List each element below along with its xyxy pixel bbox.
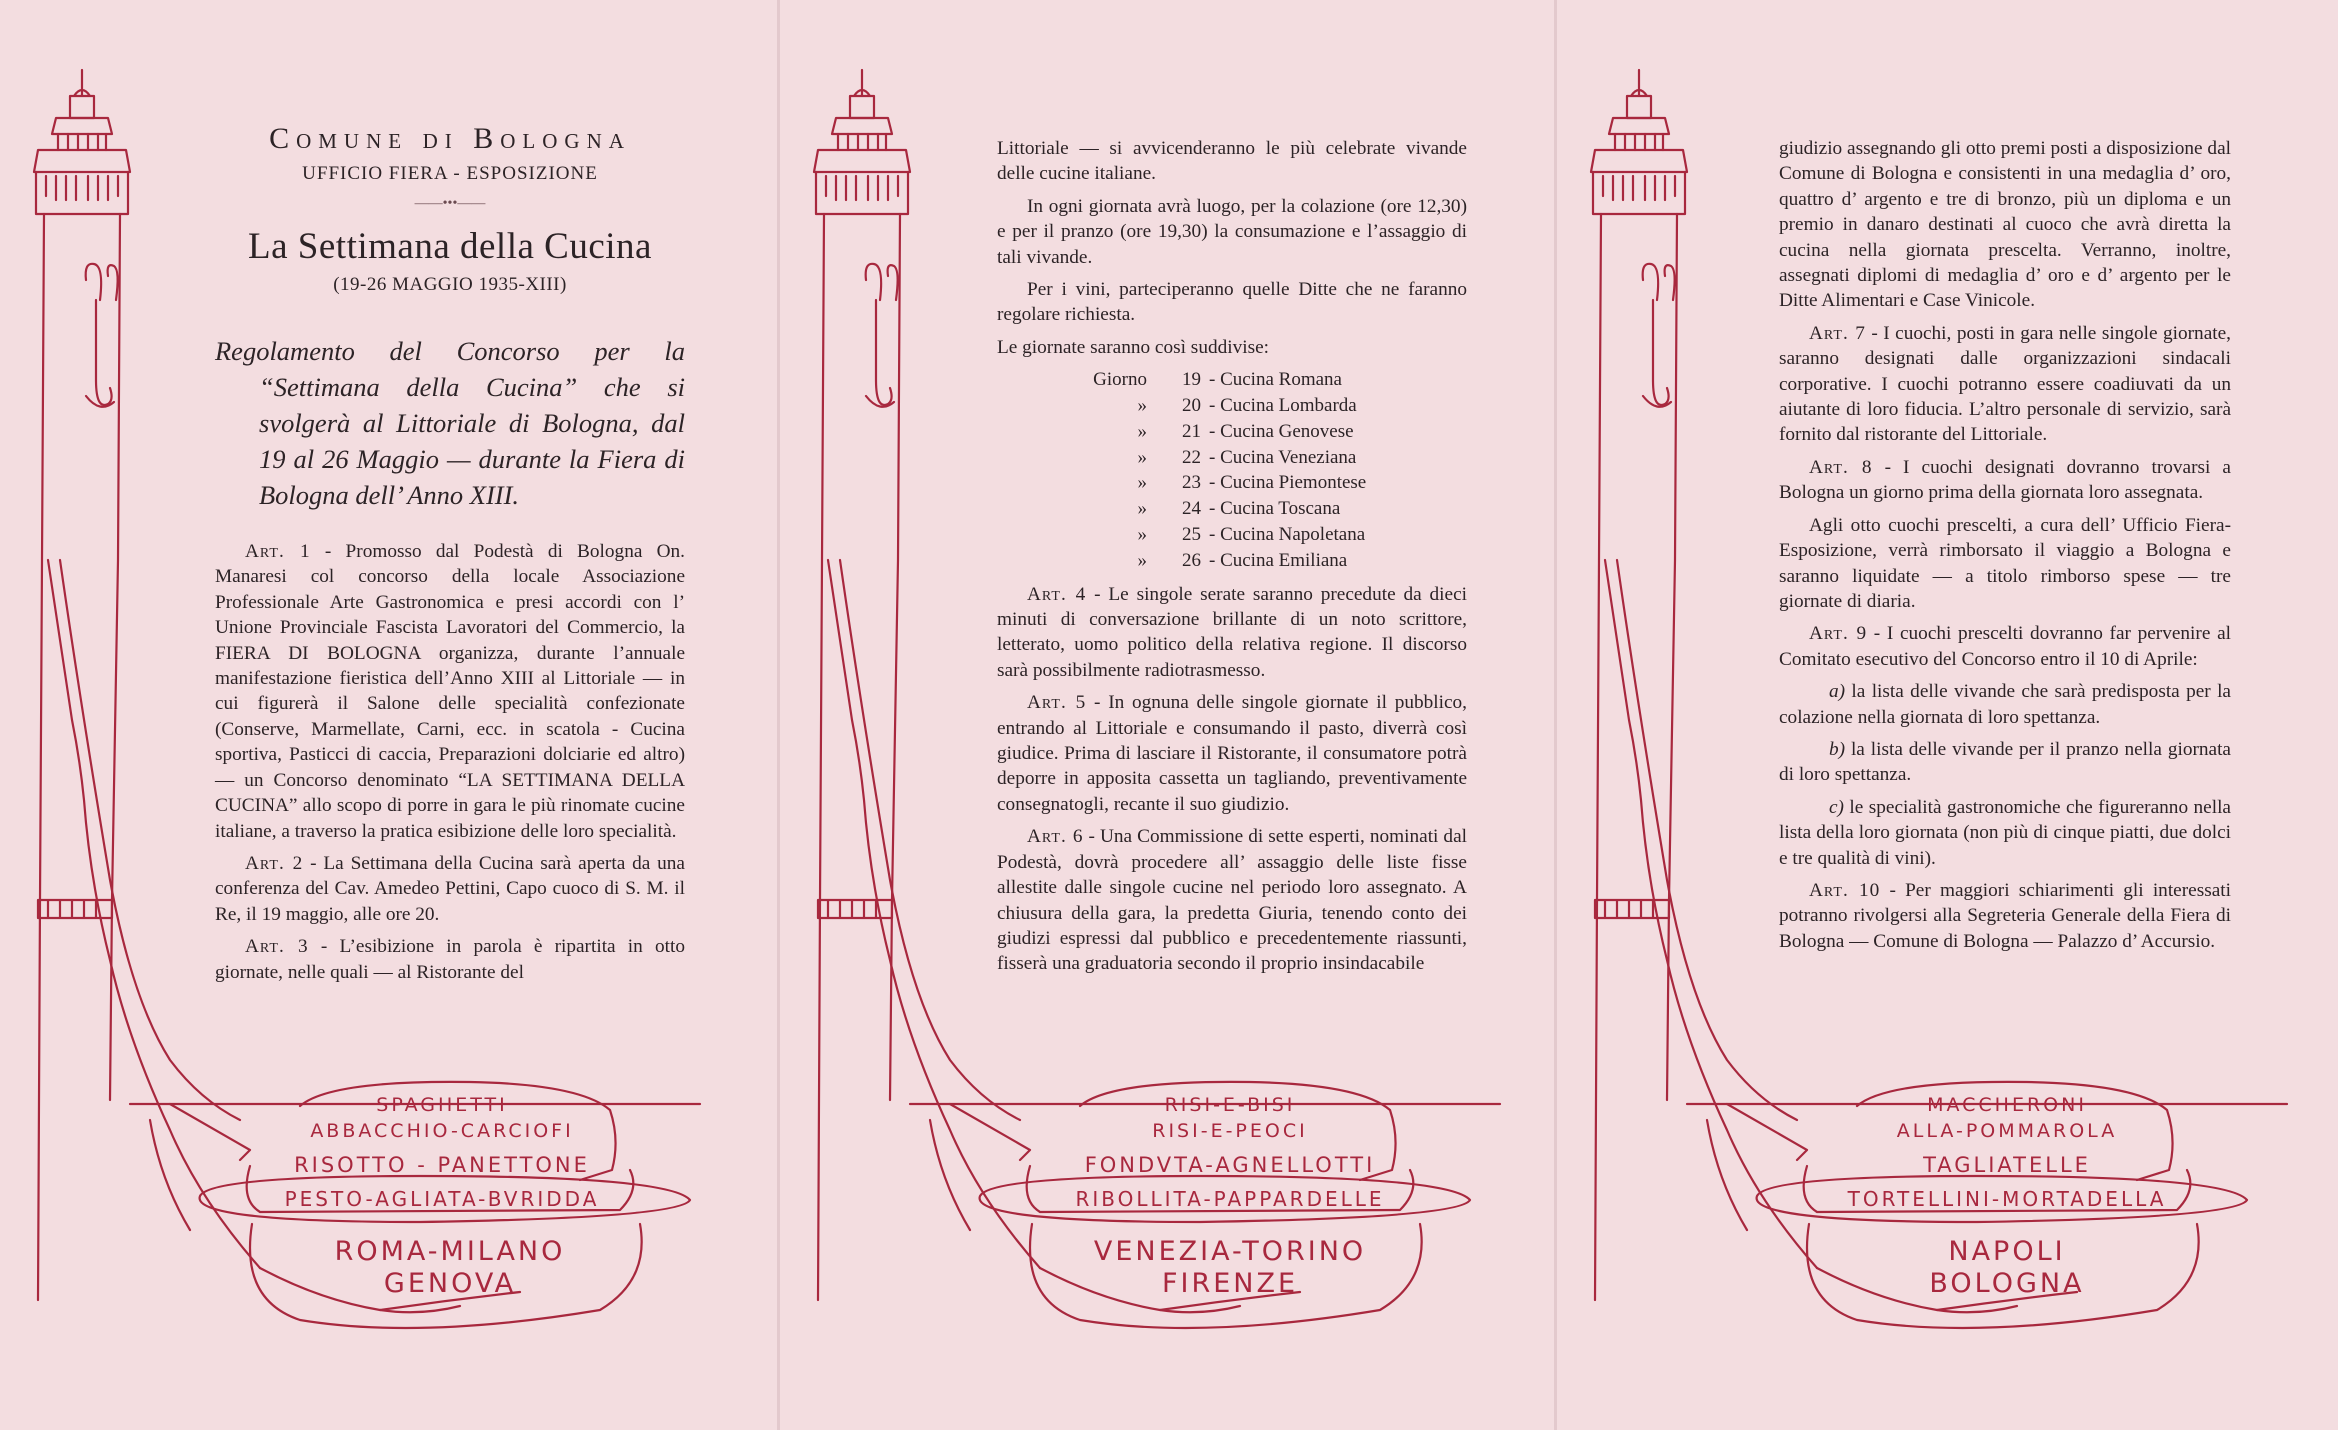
panel-2 bbox=[780, 0, 1554, 1430]
paragraph: In ogni giornata avrà luogo, per la colazione (ore 12,30) e per il pranzo (ore 19,30) la consumazione e l’assaggio di tali vivande. bbox=[997, 195, 1467, 268]
day-cuisine: - Cucina Lombarda bbox=[1209, 395, 1357, 417]
list-item-body: la lista delle vivande che sarà predisposta per la colazione nella giornata di loro spettanza. bbox=[1779, 681, 2231, 728]
days-list bbox=[997, 367, 1467, 573]
day-cuisine: - Cucina Napoletana bbox=[1209, 524, 1366, 546]
day-row bbox=[997, 445, 1467, 471]
dish-line: TAGLIATELLE bbox=[1923, 1153, 2091, 1177]
paragraph: Le giornate saranno così suddivise: bbox=[997, 336, 1270, 358]
day-number: 26 bbox=[1182, 549, 1201, 571]
panel-1-text bbox=[215, 122, 686, 992]
article-label: Art. 7 bbox=[1809, 322, 1866, 344]
day-number: 19 bbox=[1182, 369, 1201, 391]
panel-3 bbox=[1557, 0, 2338, 1430]
city-line: NAPOLI bbox=[1948, 1236, 2066, 1267]
article-body: - L’esibizione in parola è ripartita in otto giornate, nelle quali — al Ristorante del bbox=[215, 936, 685, 983]
day-prefix: » bbox=[1137, 524, 1147, 546]
article-label: Art. 10 bbox=[1809, 879, 1881, 901]
list-item-body: le specialità gastronomiche che figureranno nella lista della loro giornata (non più di cinque piatti, due dolci e tre qualità di vini). bbox=[1779, 796, 2231, 869]
article-label: Art. 2 bbox=[245, 852, 304, 874]
day-row bbox=[997, 393, 1467, 419]
bowl-cities bbox=[1040, 1236, 1420, 1300]
day-row bbox=[997, 522, 1467, 548]
day-row bbox=[997, 470, 1467, 496]
article-body: - I cuochi designati dovranno trovarsi a Bologna un giorno prima della giornata loro assegnata. bbox=[1779, 456, 2231, 504]
article-6 bbox=[997, 824, 1467, 976]
day-cuisine: - Cucina Romana bbox=[1209, 369, 1342, 391]
city-line: ROMA-MILANO bbox=[334, 1236, 566, 1267]
day-number: 21 bbox=[1182, 420, 1201, 442]
article-label: Art. 9 bbox=[1809, 623, 1868, 645]
dish-line: RIBOLLITA-PAPPARDELLE bbox=[1075, 1187, 1385, 1211]
article-body: - Le singole serate saranno precedute da dieci minuti di conversazione brillante di un noto scrittore, letterato, uomo politico della relativa regione. Il discorso sarà possibilmente radiotrasmesso. bbox=[997, 583, 1467, 681]
list-item-body: la lista delle vivande per il pranzo nella giornata di loro spettanza. bbox=[1779, 738, 2231, 786]
dish-line: MACCHERONI bbox=[1927, 1094, 2087, 1116]
regolamento-intro: Regolamento del Concorso per la “Settimana della Cucina” che si svolgerà al Littoriale di Bologna, dal 19 al 26 Maggio — durante la Fiera di Bologna dell’ Anno XIII. bbox=[215, 336, 685, 511]
paragraph: Agli otto cuochi prescelti, a cura dell’ Ufficio Fiera-Esposizione, verrà rimborsato il viaggio a Bologna e saranno liquidate — a titolo rimborso spese — tre giornate di diaria. bbox=[1779, 514, 2231, 612]
article-body: - I cuochi, posti in gara nelle singole giornate, saranno designati dalle organizzazioni sindacali corporative. I cuochi potranno essere coadiuvati da un aiutante di loro fiducia. L’altro personale di servizio, sarà fornito dal ristorante del Littoriale. bbox=[1779, 322, 2231, 446]
panel-1 bbox=[0, 0, 777, 1430]
article-9 bbox=[1779, 621, 2231, 672]
article-label: Art. 3 bbox=[245, 936, 309, 958]
article-body: - I cuochi prescelti dovranno far pervenire al Comitato esecutivo del Concorso entro il 10 di Aprile: bbox=[1779, 623, 2231, 670]
day-cuisine: - Cucina Genovese bbox=[1209, 420, 1354, 442]
article-3 bbox=[215, 934, 685, 985]
day-cuisine: - Cucina Emiliana bbox=[1209, 549, 1348, 571]
paragraph: Littoriale — si avvicenderanno le più celebrate vivande delle cucine italiane. bbox=[997, 138, 1467, 185]
city-line: GENOVA bbox=[383, 1268, 517, 1299]
bowl-cities bbox=[1827, 1236, 2187, 1300]
day-prefix: » bbox=[1137, 472, 1147, 494]
article-label: Art. 4 bbox=[1027, 583, 1087, 605]
dish-line: PESTO-AGLIATA-BVRIDDA bbox=[284, 1187, 600, 1211]
day-cuisine: - Cucina Veneziana bbox=[1209, 446, 1357, 468]
day-number: 25 bbox=[1182, 524, 1201, 546]
city-line: VENEZIA-TORINO bbox=[1093, 1236, 1367, 1267]
paragraph: giudizio assegnando gli otto premi posti a disposizione dal Comune di Bologna e consistenti in una medaglia d’ oro, quattro d’ argento e tre di bronzo, più un diploma e un premio in danaro destinati al cuoco che avrà diretta la cucina nella giornata prescelta. Verranno, inoltre, assegnati diplomi di medaglia d’ oro e d’ argento per le Ditte Alimentari e Case Vinicole. bbox=[1779, 138, 2231, 312]
ufficio-subheading: UFFICIO FIERA - ESPOSIZIONE bbox=[302, 163, 598, 185]
dish-line: RISI-E-BISI bbox=[1164, 1094, 1296, 1116]
article-8 bbox=[1779, 455, 2231, 506]
day-prefix: » bbox=[1137, 420, 1147, 442]
day-row bbox=[997, 419, 1467, 445]
page-title: La Settimana della Cucina bbox=[248, 226, 652, 268]
list-marker: b) bbox=[1829, 738, 1846, 760]
article-2 bbox=[215, 851, 685, 927]
city-line: BOLOGNA bbox=[1929, 1268, 2085, 1299]
dish-line: ABBACCHIO-CARCIOFI bbox=[310, 1120, 574, 1142]
dish-line: ALLA-POMMAROLA bbox=[1896, 1120, 2118, 1142]
day-cuisine: - Cucina Toscana bbox=[1209, 498, 1341, 520]
article-body: - La Settimana della Cucina sarà aperta da una conferenza del Cav. Amedeo Pettini, Capo cuoco di S. M. il Re, il 19 maggio, alle ore 20. bbox=[215, 852, 685, 925]
article-label: Art. 8 bbox=[1809, 456, 1873, 478]
bowl-dishes bbox=[1030, 1092, 1430, 1212]
list-item-c bbox=[1779, 795, 2231, 871]
dish-line: TORTELLINI-MORTADELLA bbox=[1847, 1187, 2167, 1211]
day-row bbox=[997, 367, 1467, 393]
day-number: 22 bbox=[1182, 446, 1201, 468]
event-dates: (19-26 MAGGIO 1935-XIII) bbox=[333, 273, 567, 295]
day-prefix: » bbox=[1137, 498, 1147, 520]
comune-heading: Comune di Bologna bbox=[269, 122, 631, 155]
paragraph: Per i vini, parteciperanno quelle Ditte che ne faranno regolare richiesta. bbox=[997, 279, 1467, 326]
article-label: Art. 5 bbox=[1027, 692, 1087, 714]
day-prefix: » bbox=[1137, 395, 1147, 417]
day-prefix: Giorno bbox=[1093, 369, 1147, 391]
list-marker: c) bbox=[1829, 796, 1844, 818]
day-row bbox=[997, 496, 1467, 522]
day-number: 20 bbox=[1182, 395, 1201, 417]
list-item-a bbox=[1779, 679, 2231, 730]
dish-line: SPAGHETTI bbox=[376, 1094, 508, 1116]
day-prefix: » bbox=[1137, 446, 1147, 468]
article-label: Art. 1 bbox=[245, 541, 311, 563]
ornament-rule: ——•••—— bbox=[414, 195, 486, 211]
bowl-dishes bbox=[252, 1092, 632, 1212]
article-body: - Promosso dal Podestà di Bologna On. Manaresi col concorso della locale Associazione Professionale Arte Gastronomica e presi accordi con l’ Unione Provinciale Fascista Lavoratori del Commercio, la FIERA DI BOLOGNA organizza, durante l’annuale manifestazione fieristica dell’Anno XIII al Littoriale — in cui figurerà il Salone delle specialità confezionate (Conserve, Marmellate, Carni, ecc. in scatola - Cucina sportiva, Pasticci di caccia, Preparazioni dolciarie ed altro) — un Concorso denominato “LA SETTIMANA DELLA CUCINA” allo scopo di porre in gara le più rinomate cucine italiane, a traverso la pratica esibizione delle loro specialità. bbox=[215, 541, 686, 842]
article-body: - In ognuna delle singole giornate il pubblico, entrando al Littoriale e consumando il pasto, diverrà così giudice. Prima di lasciare il Ristorante, il consumatore potrà deporre in apposita cassetta un tagliando, preventivamente consegnatogli, recante il suo giudizio. bbox=[997, 692, 1467, 815]
bowl-dishes bbox=[1807, 1092, 2207, 1212]
article-1 bbox=[215, 539, 685, 844]
article-body: - Una Commissione di sette esperti, nominati dal Podestà, dovrà procedere all’ assaggio delle liste fisse allestite dalle singole cucine nel periodo loro assegnato. A chiusura della gara, la predetta Giuria, tenendo conto dei giudizi espressi dal pubblico e precedentemente riassunti, fisserà una graduatoria secondo il proprio insindacabile bbox=[997, 826, 1467, 975]
panel-2-text bbox=[997, 136, 1467, 984]
day-number: 23 bbox=[1182, 472, 1201, 494]
article-label: Art. 6 bbox=[1027, 826, 1084, 848]
article-5 bbox=[997, 690, 1467, 817]
article-7 bbox=[1779, 321, 2231, 448]
day-cuisine: - Cucina Piemontese bbox=[1209, 472, 1367, 494]
dish-line: FONDVTA-AGNELLOTTI bbox=[1084, 1153, 1376, 1177]
panel-3-text bbox=[1779, 136, 2231, 961]
article-4 bbox=[997, 582, 1467, 684]
article-10 bbox=[1779, 878, 2231, 954]
list-marker: a) bbox=[1829, 681, 1846, 703]
day-prefix: » bbox=[1137, 549, 1147, 571]
city-line: FIRENZE bbox=[1161, 1268, 1299, 1299]
list-item-b bbox=[1779, 737, 2231, 788]
day-number: 24 bbox=[1182, 498, 1201, 520]
article-body: - Per maggiori schiarimenti gli interessati potranno rivolgersi alla Segreteria Generale della Fiera di Bologna — Comune di Bologna — Palazzo d’ Accursio. bbox=[1779, 879, 2231, 952]
day-row bbox=[997, 548, 1467, 574]
dish-line: RISI-E-PEOCI bbox=[1152, 1120, 1308, 1142]
bowl-cities bbox=[270, 1236, 630, 1300]
dish-line: RISOTTO - PANETTONE bbox=[294, 1153, 590, 1177]
